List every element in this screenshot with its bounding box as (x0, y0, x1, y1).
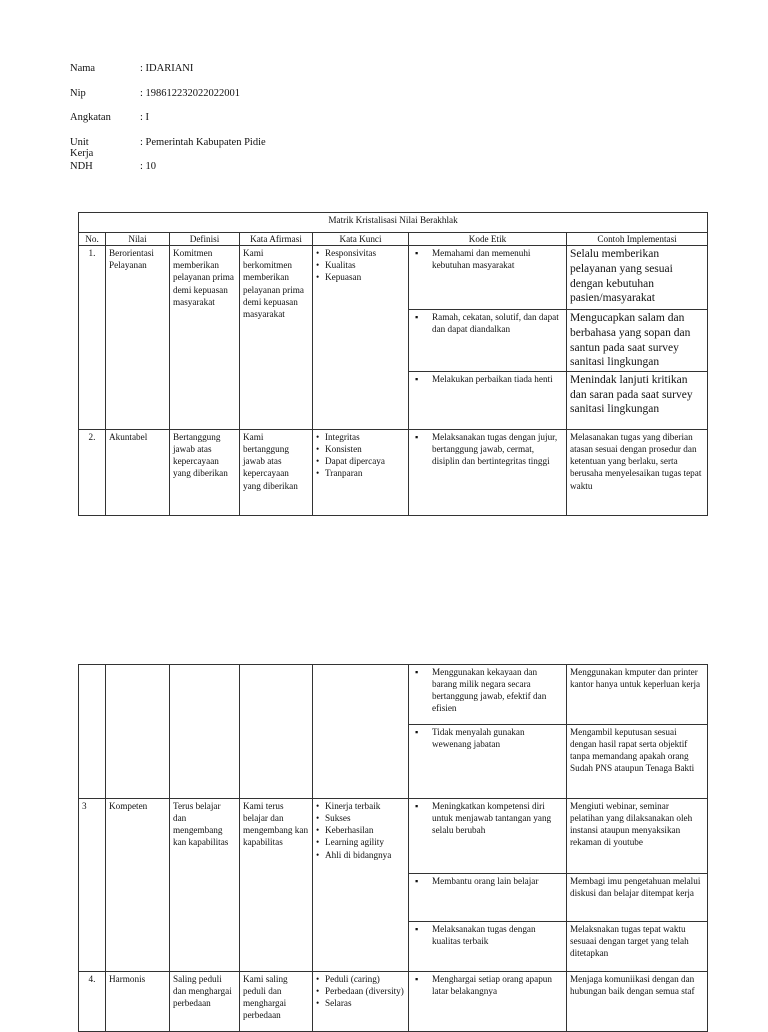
table-row (79, 799, 708, 874)
identity-value: : 198612232022022001 (140, 87, 241, 99)
afirmasi-cell: Kami saling peduli dan menghargai perbedaan (240, 972, 313, 1032)
nilai-cell: Harmonis (106, 972, 170, 1032)
kode-etik-cell (409, 874, 567, 922)
kode-etik-text: ▪ Melaksanakan tugas dengan jujur, bertanggung jawab, cermat, disiplin dan bertintegritas tinggi (412, 431, 563, 467)
kode-etik-text: ▪ Membantu orang lain belajar (412, 875, 563, 887)
list-item: • Konsisten (316, 443, 405, 455)
list-item: • Selaras (316, 997, 405, 1009)
kata-kunci-list (316, 431, 405, 480)
kata-kunci-cell (313, 972, 409, 1032)
kata-kunci-cell (313, 246, 409, 430)
table-row (79, 972, 708, 1032)
table-header-row (79, 233, 708, 246)
contoh-cell: Menggunakan kmputer dan printer kantor hanya untuk keperluan kerja (567, 665, 708, 725)
contoh-cell: Membagi imu pengetahuan melalui diskusi dan belajar ditempat kerja (567, 874, 708, 922)
column-header: Kata Kunci (313, 233, 409, 246)
kode-etik-cell (409, 430, 567, 516)
list-item: • Learning agility (316, 836, 405, 848)
kode-etik-cell (409, 246, 567, 310)
afirmasi-cell: Kami bertanggung jawab atas kepercayaan yang diberikan (240, 430, 313, 516)
list-item: • Kinerja terbaik (316, 800, 405, 812)
column-header: Nilai (106, 233, 170, 246)
list-item: • Peduli (caring) (316, 973, 405, 985)
kode-etik-text: ▪ Melakukan perbaikan tiada henti (412, 373, 563, 385)
kode-etik-cell (409, 725, 567, 799)
contoh-cell: Mengucapkan salam dan berbahasa yang sopan dan santun pada saat survey sanitasi lingkungan (567, 310, 708, 372)
table-row (79, 665, 708, 725)
contoh-cell: Melasanakan tugas yang diberian atasan sesuai dengan prosedur dan ketentuan yang berlaku, serta berusaha menyelesaikan tugas tepat waktu (567, 430, 708, 516)
list-item: • Responsivitas (316, 247, 405, 259)
identity-value: : I (140, 112, 150, 123)
kode-etik-text: ▪ Memahami dan memenuhi kebutuhan masyarakat (412, 247, 563, 271)
table-caption: Matrik Kristalisasi Nilai Berakhlak (79, 213, 708, 233)
nilai-cell: Akuntabel (106, 430, 170, 516)
column-header: No. (79, 233, 106, 246)
nilai-cell: Kompeten (106, 799, 170, 972)
empty-cell (170, 665, 240, 799)
identity-value: : IDARIANI (140, 63, 194, 74)
definisi-cell: Komitmen memberikan pelayanan prima demi kepuasan masyarakat (170, 246, 240, 430)
empty-cell (313, 665, 409, 799)
values-matrix-table (78, 212, 708, 516)
kode-etik-text: ▪ Menghargai setiap orang apapun latar belakangnya (412, 973, 563, 997)
list-item: • Dapat dipercaya (316, 455, 405, 467)
identity-label: Unit Kerja (70, 136, 94, 159)
kode-etik-cell (409, 310, 567, 372)
kata-kunci-list (316, 973, 405, 1009)
afirmasi-cell: Kami berkomitmen memberikan pelayanan prima demi kepuasan masyarakat (240, 246, 313, 430)
table-row (79, 430, 708, 516)
list-item: • Kepuasan (316, 271, 405, 283)
contoh-cell: Melaksnakan tugas tepat waktu sesuaai dengan target yang telah ditetapkan (567, 922, 708, 972)
column-header: Kode Etik (409, 233, 567, 246)
identity-value: : 10 (140, 161, 157, 172)
kode-etik-text: ▪ Ramah, cekatan, solutif, dan dapat dan dapat diandalkan (412, 311, 563, 335)
list-item: • Ahli di bidangnya (316, 849, 405, 861)
column-header: Contoh Implementasi (567, 233, 708, 246)
kode-etik-text: ▪ Menggunakan kekayaan dan barang milik negara secara bertanggung jawab, efektif dan efisien (412, 666, 563, 715)
empty-cell (79, 665, 106, 799)
kode-etik-cell (409, 799, 567, 874)
row-number: 3 (79, 799, 106, 972)
identity-label: NDH (70, 161, 93, 172)
contoh-cell: Mengambil keputusan sesuai dengan hasil rapat serta objektif tanpa memandang apakah orang Sudah PNS ataupun Tenaga Bakti (567, 725, 708, 799)
list-item: • Tranparan (316, 467, 405, 479)
kode-etik-text: ▪ Meningkatkan kompetensi diri untuk menjawab tantangan yang selalu berubah (412, 800, 563, 836)
table-row (79, 246, 708, 310)
identity-value: : Pemerintah Kabupaten Pidie (140, 136, 266, 148)
definisi-cell: Terus belajar dan mengembang kan kapabilitas (170, 799, 240, 972)
column-header: Definisi (170, 233, 240, 246)
kode-etik-text: ▪ Melaksanakan tugas dengan kualitas terbaik (412, 923, 563, 947)
row-number: 2. (79, 430, 106, 516)
kata-kunci-list (316, 247, 405, 283)
empty-cell (106, 665, 170, 799)
contoh-cell: Mengiuti webinar, seminar pelatihan yang dilaksanakan oleh instansi ataupun menyaksikan rekaman di youtube (567, 799, 708, 874)
kode-etik-cell (409, 372, 567, 430)
list-item: • Kualitas (316, 259, 405, 271)
row-number: 4. (79, 972, 106, 1032)
contoh-cell: Menindak lanjuti kritikan dan saran pada saat survey sanitasi lingkungan (567, 372, 708, 430)
nilai-cell: Berorientasi Pelayanan (106, 246, 170, 430)
kode-etik-text: ▪ Tidak menyalah gunakan wewenang jabatan (412, 726, 563, 750)
kata-kunci-cell (313, 799, 409, 972)
list-item: • Perbedaan (diversity) (316, 985, 405, 997)
kata-kunci-cell (313, 430, 409, 516)
identity-label: Angkatan (70, 112, 111, 123)
kode-etik-cell (409, 922, 567, 972)
kode-etik-cell (409, 972, 567, 1032)
list-item: • Integritas (316, 431, 405, 443)
list-item: • Sukses (316, 812, 405, 824)
kode-etik-cell (409, 665, 567, 725)
contoh-cell: Selalu memberikan pelayanan yang sesuai dengan kebutuhan pasien/masyarakat (567, 246, 708, 310)
afirmasi-cell: Kami terus belajar dan mengembang kan kapabilitas (240, 799, 313, 972)
identity-label: Nip (70, 87, 86, 99)
contoh-cell: Menjaga komuniikasi dengan dan hubungan baik dengan semua staf (567, 972, 708, 1032)
table-caption-row (79, 213, 708, 233)
definisi-cell: Saling peduli dan menghargai perbedaan (170, 972, 240, 1032)
definisi-cell: Bertanggung jawab atas kepercayaan yang diberikan (170, 430, 240, 516)
column-header: Kata Afirmasi (240, 233, 313, 246)
values-matrix-table-continued (78, 664, 708, 1032)
empty-cell (240, 665, 313, 799)
row-number: 1. (79, 246, 106, 430)
list-item: • Keberhasilan (316, 824, 405, 836)
identity-label: Nama (70, 63, 96, 74)
kata-kunci-list (316, 800, 405, 861)
